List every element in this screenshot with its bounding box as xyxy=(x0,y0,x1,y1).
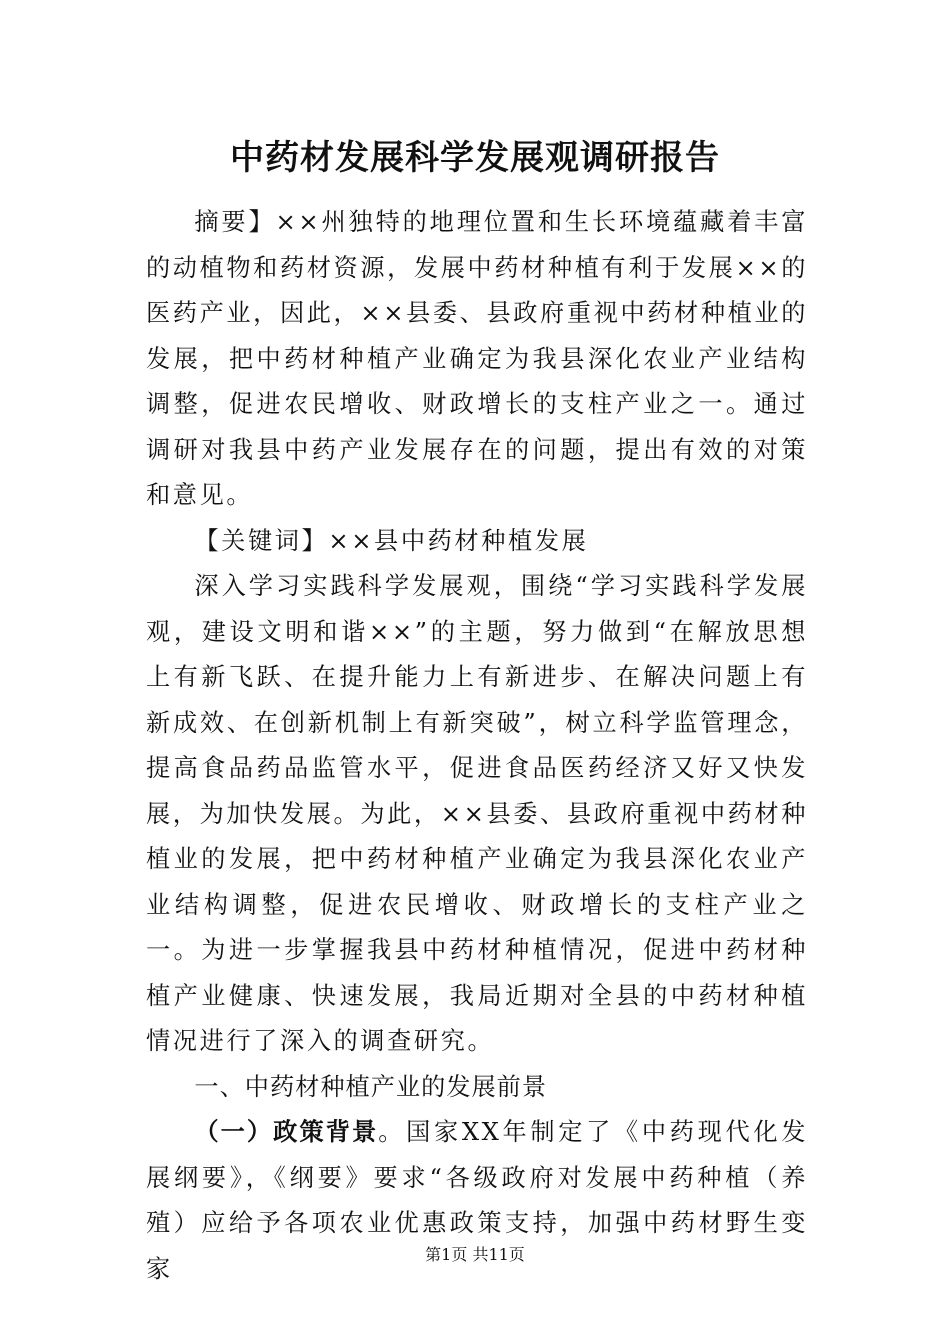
policy-text: 。国家XX年制定了《中药现代化发展纲要》，《纲要》要求“各级政府对发展中药种植（养殖）应给予各项农业优惠政策支持，加强中药材野生变家 xyxy=(146,1118,808,1283)
page-footer: 第1页 共11页 xyxy=(425,1245,525,1264)
intro-paragraph: 深入学习实践科学发展观，围绕“学习实践科学发展观，建设文明和谐××”的主题，努力做到“在解放思想上有新飞跃、在提升能力上有新进步、在解决问题上有新成效、在创新机制上有新突破”，树立科学监管理念，提高食品药品监管水平，促进食品医药经济又好又快发展，为加快发展。为此，××县委、县政府重视中药材种植业的发展，把中药材种植产业确定为我县深化农业产业结构调整，促进农民增收、财政增长的支柱产业之一。为进一步掌握我县中药材种植情况，促进中药材种植产业健康、快速发展，我局近期对全县的中药材种植情况进行了深入的调查研究。 xyxy=(146,572,808,1055)
section-heading: 一、中药材种植产业的发展前景 xyxy=(194,1072,548,1101)
document-body xyxy=(146,200,808,1292)
keywords-paragraph: 【关键词】××县中药材种植发展 xyxy=(194,526,589,555)
policy-label: （一）政策背景 xyxy=(194,1118,379,1146)
document-title: 中药材发展科学发展观调研报告 xyxy=(230,138,720,178)
abstract-paragraph: 摘要】××州独特的地理位置和生长环境蕴藏着丰富的动植物和药材资源，发展中药材种植有利于发展××的医药产业，因此，××县委、县政府重视中药材种植业的发展，把中药材种植产业确定为我县深化农业产业结构调整，促进农民增收、财政增长的支柱产业之一。通过调研对我县中药产业发展存在的问题，提出有效的对策和意见。 xyxy=(146,208,808,509)
